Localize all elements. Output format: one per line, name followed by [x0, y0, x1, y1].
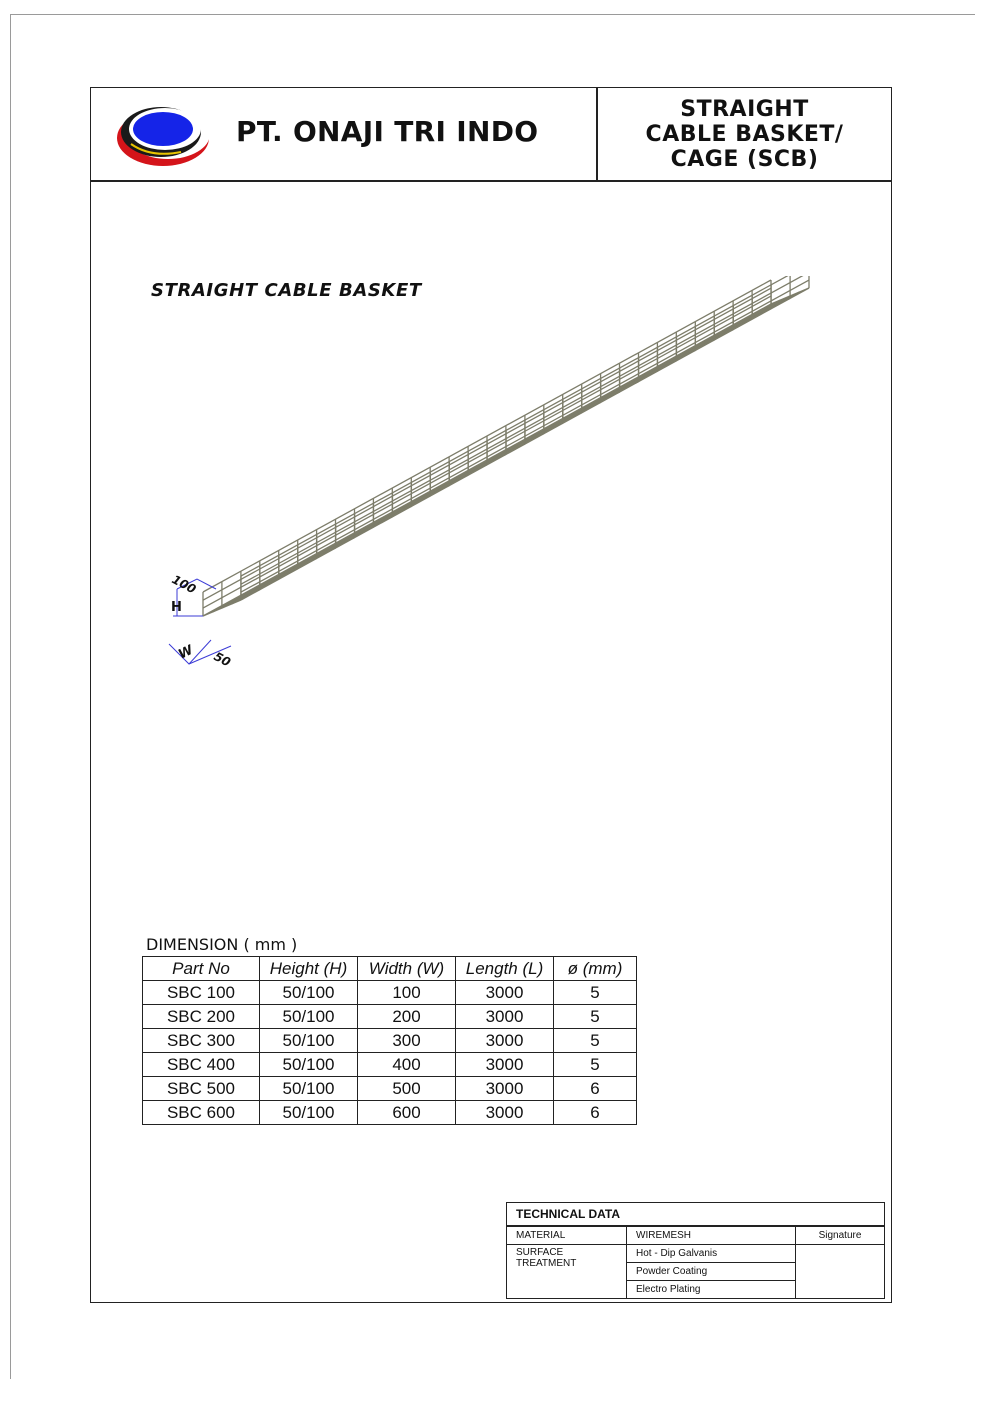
wire-mesh	[203, 276, 809, 616]
material-row	[507, 1226, 885, 1245]
width-value-label: 50	[211, 649, 233, 670]
cell-diameter: 5	[554, 1005, 637, 1029]
header-part-no: Part No	[143, 957, 260, 981]
cell-height: 50/100	[260, 1053, 358, 1077]
cell-length: 3000	[456, 1053, 554, 1077]
table-row	[143, 1029, 637, 1053]
material-value: WIREMESH	[627, 1226, 796, 1245]
document-title-line-2: CABLE BASKET/	[645, 121, 844, 147]
drawing-title: STRAIGHT CABLE BASKET	[151, 280, 422, 301]
technical-data-title: TECHNICAL DATA	[507, 1203, 885, 1227]
cell-width: 600	[358, 1101, 456, 1125]
header-company-cell	[91, 88, 598, 180]
table-row	[143, 1077, 637, 1101]
cell-part-no: SBC 200	[143, 1005, 260, 1029]
dimension-header-row	[143, 957, 637, 981]
header-length: Length (L)	[456, 957, 554, 981]
cell-part-no: SBC 600	[143, 1101, 260, 1125]
cell-diameter: 5	[554, 1053, 637, 1077]
company-name: PT. ONAJI TRI INDO	[236, 115, 539, 148]
datasheet	[90, 87, 892, 1303]
cell-diameter: 5	[554, 1029, 637, 1053]
document-title-line-3: CAGE (SCB)	[670, 146, 819, 172]
table-row	[143, 1005, 637, 1029]
cell-height: 50/100	[260, 1101, 358, 1125]
table-row	[143, 981, 637, 1005]
surface-value-1: Hot - Dip Galvanis	[627, 1245, 796, 1263]
cell-length: 3000	[456, 1101, 554, 1125]
cell-part-no: SBC 500	[143, 1077, 260, 1101]
document-title-line-1: STRAIGHT	[680, 96, 809, 122]
cell-width: 400	[358, 1053, 456, 1077]
signature-box[interactable]	[796, 1245, 885, 1299]
cell-length: 3000	[456, 1005, 554, 1029]
document-title	[598, 88, 891, 180]
cell-length: 3000	[456, 1077, 554, 1101]
cell-length: 3000	[456, 981, 554, 1005]
dimension-caption: DIMENSION ( mm )	[146, 935, 298, 954]
header-width: Width (W)	[358, 957, 456, 981]
header	[91, 88, 891, 182]
surface-value-3: Electro Plating	[627, 1281, 796, 1299]
cell-length: 3000	[456, 1029, 554, 1053]
height-symbol-label: H	[171, 600, 182, 615]
cell-diameter: 6	[554, 1077, 637, 1101]
cell-width: 200	[358, 1005, 456, 1029]
cell-part-no: SBC 300	[143, 1029, 260, 1053]
surface-value-2: Powder Coating	[627, 1263, 796, 1281]
table-row	[143, 1101, 637, 1125]
page-edge-top	[10, 14, 975, 15]
height-value-label: 100	[169, 572, 199, 597]
table-row	[143, 1053, 637, 1077]
cable-basket-drawing	[151, 276, 831, 696]
cell-height: 50/100	[260, 1077, 358, 1101]
surface-row	[507, 1245, 885, 1263]
material-label: MATERIAL	[507, 1226, 627, 1245]
cell-diameter: 5	[554, 981, 637, 1005]
header-height: Height (H)	[260, 957, 358, 981]
cell-height: 50/100	[260, 1029, 358, 1053]
technical-data-table	[506, 1202, 885, 1299]
surface-treatment-label: SURFACE TREATMENT	[507, 1245, 627, 1299]
page-edge-left	[10, 14, 11, 1379]
cell-width: 500	[358, 1077, 456, 1101]
cell-width: 100	[358, 981, 456, 1005]
dimension-table	[142, 956, 637, 1125]
technical-data-header-row	[507, 1203, 885, 1227]
cell-part-no: SBC 400	[143, 1053, 260, 1077]
cell-height: 50/100	[260, 981, 358, 1005]
signature-label: Signature	[796, 1226, 885, 1245]
cell-width: 300	[358, 1029, 456, 1053]
cell-diameter: 6	[554, 1101, 637, 1125]
cell-height: 50/100	[260, 1005, 358, 1029]
cell-part-no: SBC 100	[143, 981, 260, 1005]
company-logo-icon	[111, 96, 211, 170]
header-diameter: ø (mm)	[554, 957, 637, 981]
width-symbol-label: W	[176, 642, 196, 663]
